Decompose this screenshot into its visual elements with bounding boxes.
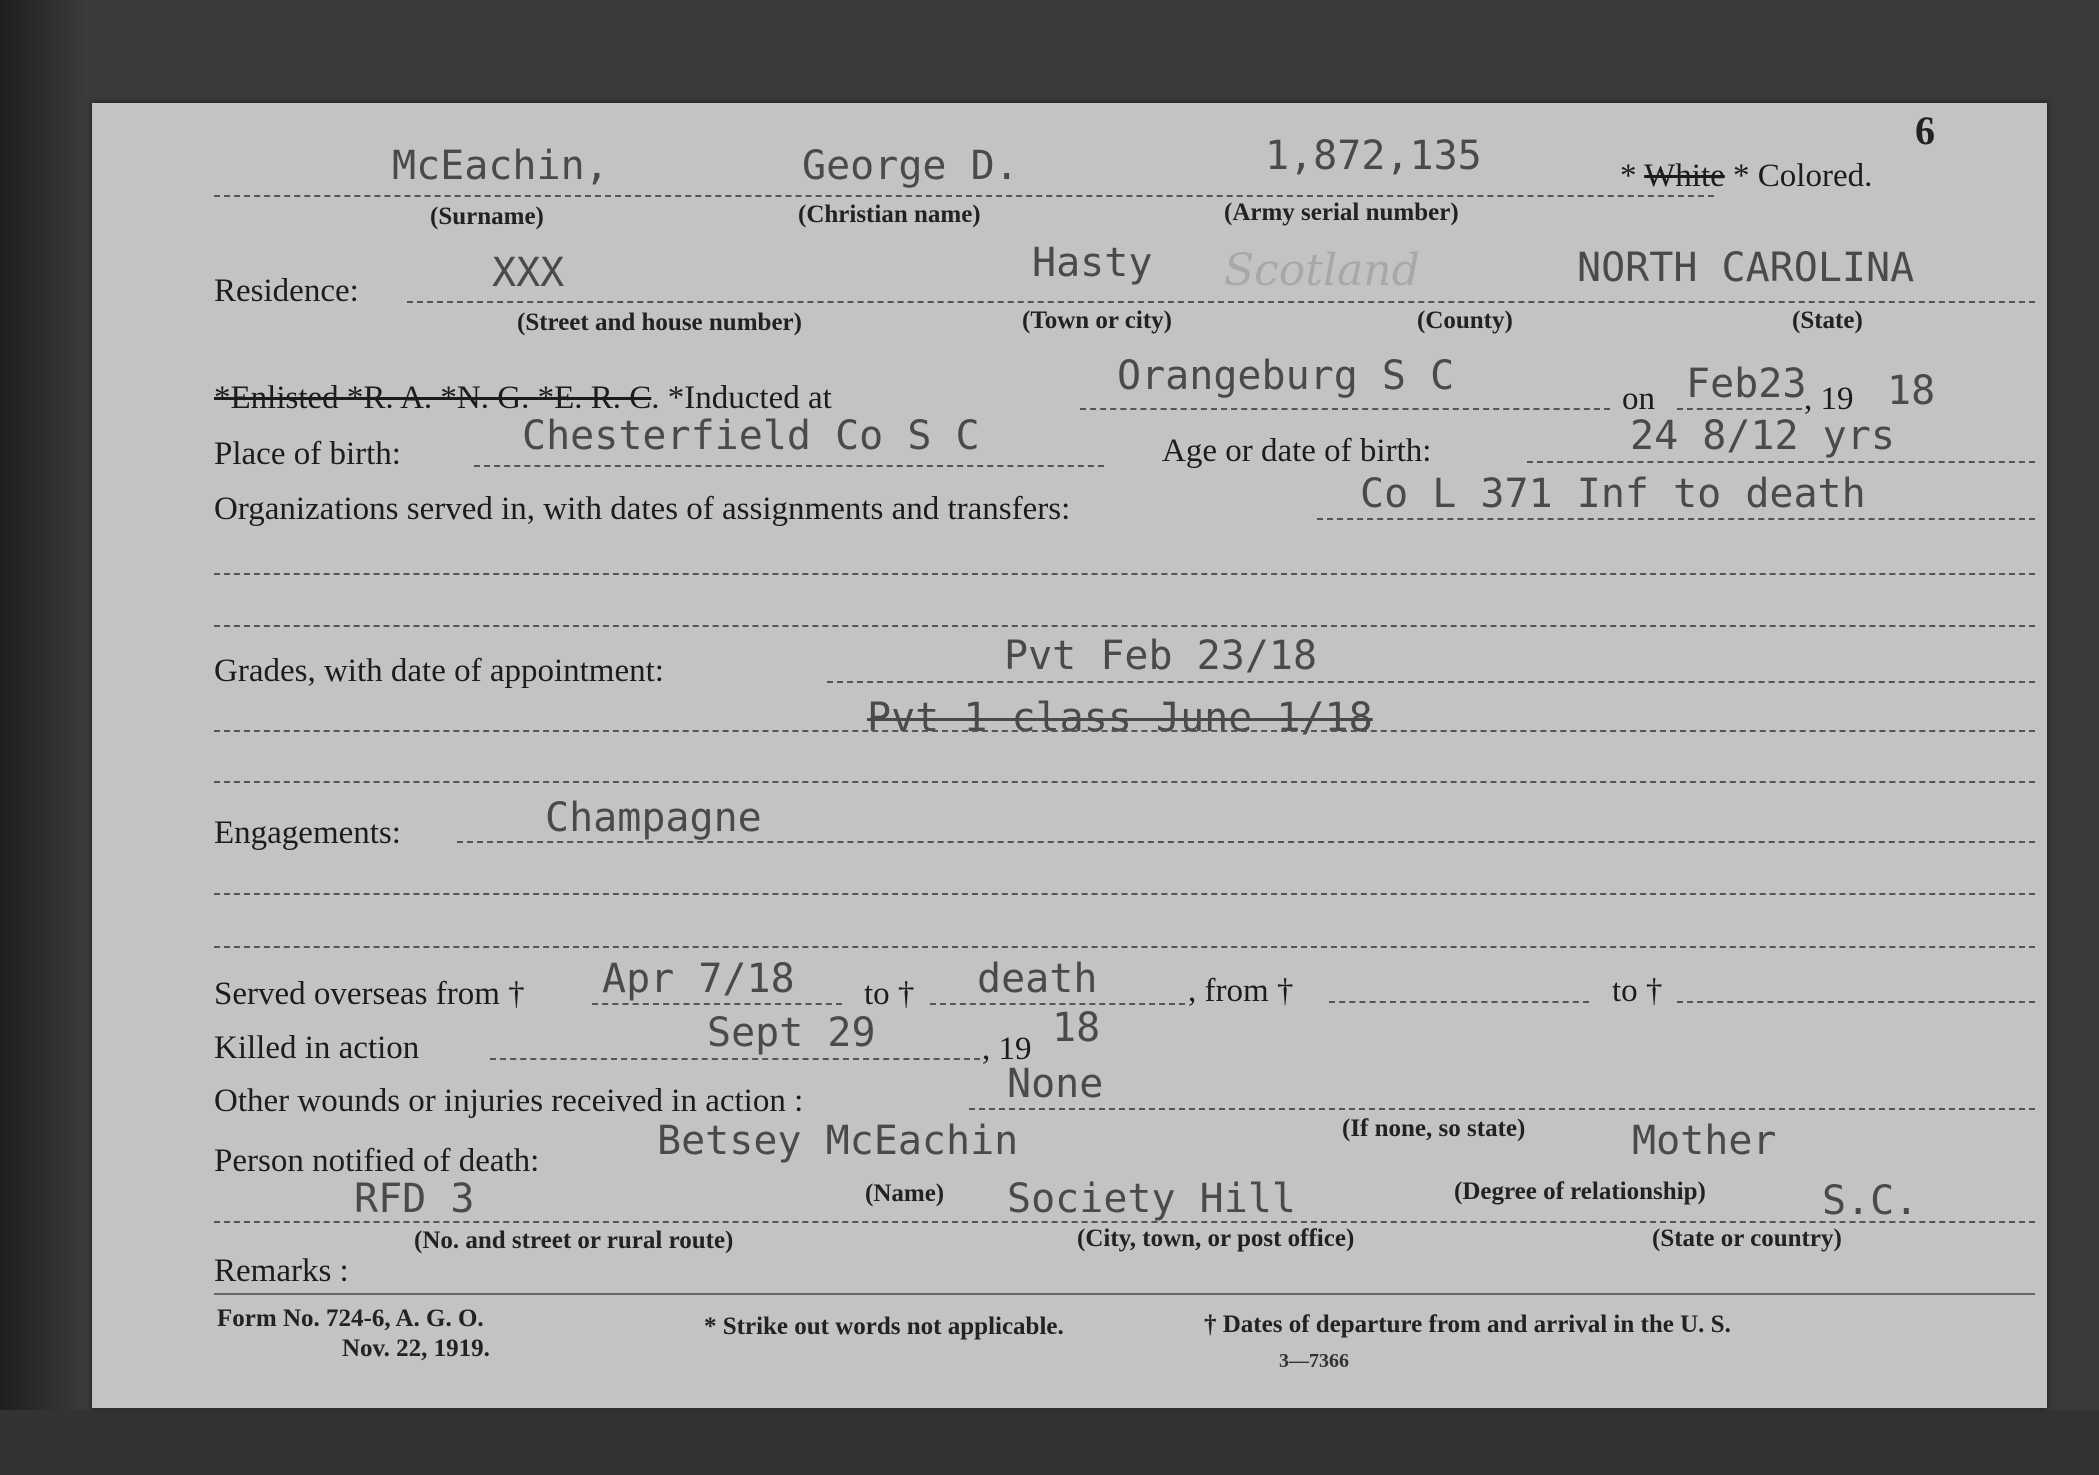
street-label: (Street and house number) xyxy=(517,309,802,336)
strike-note: * Strike out words not applicable. xyxy=(704,1313,1064,1340)
serial-number-value: 1,872,135 xyxy=(1265,133,1482,179)
if-none-label: (If none, so state) xyxy=(1342,1115,1526,1142)
residence-rule xyxy=(407,301,2035,303)
place-of-birth-value: Chesterfield Co S C xyxy=(522,413,980,459)
notified-street-value: RFD 3 xyxy=(354,1176,475,1222)
killed-date-value: Sept 29 xyxy=(707,1010,876,1056)
overseas-from-rule xyxy=(592,1003,842,1005)
surname-value: McEachin, xyxy=(392,143,609,189)
race-star: * xyxy=(1620,158,1637,194)
inducted-place-rule xyxy=(1080,408,1610,410)
organizations-rule-2 xyxy=(214,573,2035,575)
town-label: (Town or city) xyxy=(1022,307,1172,334)
remarks-rule xyxy=(214,1293,2035,1295)
state-country-label: (State or country) xyxy=(1652,1225,1842,1252)
christian-name-value: George D. xyxy=(802,143,1019,189)
age-value: 24 8/12 yrs xyxy=(1630,413,1895,459)
age-label: Age or date of birth: xyxy=(1162,433,1432,469)
inducted-date-value: Feb23 xyxy=(1686,361,1807,407)
killed-date-rule xyxy=(490,1058,980,1060)
form-number: Form No. 724-6, A. G. O. xyxy=(217,1305,484,1332)
race-white-struck: White xyxy=(1644,158,1725,194)
card-number: 6 xyxy=(1915,108,1935,153)
overseas-from-value: Apr 7/18 xyxy=(602,956,795,1002)
killed-year-value: 18 xyxy=(1052,1005,1101,1051)
print-code: 3—7366 xyxy=(1279,1350,1349,1372)
inducted-place-value: Orangeburg S C xyxy=(1117,353,1455,399)
serial-number-label: (Army serial number) xyxy=(1224,199,1459,226)
city-label: (City, town, or post office) xyxy=(1077,1225,1355,1252)
grades-rule-2 xyxy=(214,730,2035,732)
county-value: Scotland xyxy=(1224,245,1420,296)
state-value: NORTH CAROLINA xyxy=(1577,245,1915,291)
christian-name-label: (Christian name) xyxy=(798,201,981,228)
dates-note: † Dates of departure from and arrival in the U. S. xyxy=(1204,1311,1731,1338)
grades-line-2-struck: Pvt 1 class June 1/18 xyxy=(867,695,1373,741)
wounds-label: Other wounds or injuries received in action : xyxy=(214,1083,804,1119)
killed-year-prefix: , 19 xyxy=(982,1031,1032,1067)
overseas-to2-label: to † xyxy=(1612,973,1663,1009)
engagements-rule-1 xyxy=(457,841,2035,843)
grades-rule-3 xyxy=(214,781,2035,783)
background-left-edge xyxy=(0,0,90,1475)
relationship-value: Mother xyxy=(1632,1118,1777,1164)
record-card xyxy=(92,103,2047,1408)
residence-label: Residence: xyxy=(214,273,359,309)
overseas-from2-label: , from † xyxy=(1188,973,1294,1009)
grades-label: Grades, with date of appointment: xyxy=(214,653,664,689)
street-route-label: (No. and street or rural route) xyxy=(414,1227,734,1254)
remarks-label: Remarks : xyxy=(214,1253,349,1289)
place-of-birth-rule xyxy=(474,465,1104,467)
engagements-rule-3 xyxy=(214,946,2035,948)
town-value: Hasty xyxy=(1032,240,1153,286)
organizations-label: Organizations served in, with dates of assignments and transfers: xyxy=(214,491,1071,527)
enlisted-struck: *Enlisted *R. A. *N. G. *E. R. C xyxy=(214,380,652,416)
killed-label: Killed in action xyxy=(214,1030,420,1066)
background-bottom xyxy=(0,1410,2099,1475)
county-label: (County) xyxy=(1417,307,1513,334)
grades-line-1: Pvt Feb 23/18 xyxy=(1004,633,1318,679)
induction-line xyxy=(214,380,832,417)
street-value: XXX xyxy=(492,250,565,296)
overseas-from-label: Served overseas from † xyxy=(214,976,525,1012)
overseas-from2-rule xyxy=(1329,1001,1589,1003)
overseas-to-label: to † xyxy=(864,976,915,1012)
wounds-value: None xyxy=(1007,1061,1104,1107)
overseas-to2-rule xyxy=(1677,1001,2035,1003)
form-date: Nov. 22, 1919. xyxy=(342,1335,490,1362)
notified-label: Person notified of death: xyxy=(214,1143,540,1179)
engagements-value: Champagne xyxy=(545,795,762,841)
organizations-value: Co L 371 Inf to death xyxy=(1360,471,1866,517)
race-colored: * Colored. xyxy=(1733,158,1873,194)
age-rule xyxy=(1527,461,2035,463)
inducted-label: . *Inducted at xyxy=(651,380,832,416)
grades-rule-1 xyxy=(827,681,2035,683)
notified-name-value: Betsey McEachin xyxy=(657,1118,1019,1164)
engagements-label: Engagements: xyxy=(214,815,401,851)
surname-label: (Surname) xyxy=(430,203,544,230)
name-label: (Name) xyxy=(865,1180,945,1207)
on-label: on xyxy=(1622,381,1655,417)
inducted-year-value: 18 xyxy=(1887,368,1936,414)
organizations-rule-3 xyxy=(214,625,2035,627)
engagements-rule-2 xyxy=(214,893,2035,895)
race-options xyxy=(1620,158,1872,195)
organizations-rule-1 xyxy=(1317,518,2035,520)
wounds-rule xyxy=(969,1108,2035,1110)
notified-city-value: Society Hill xyxy=(1007,1176,1296,1222)
place-of-birth-label: Place of birth: xyxy=(214,436,401,472)
notified-state-value: S.C. xyxy=(1822,1178,1919,1224)
header-rule xyxy=(214,195,1714,197)
inducted-year-prefix: , 19 xyxy=(1804,381,1854,417)
overseas-to-value: death xyxy=(977,956,1098,1002)
inducted-date-rule xyxy=(1677,408,1802,410)
state-label: (State) xyxy=(1792,307,1863,334)
degree-label: (Degree of relationship) xyxy=(1454,1178,1706,1205)
